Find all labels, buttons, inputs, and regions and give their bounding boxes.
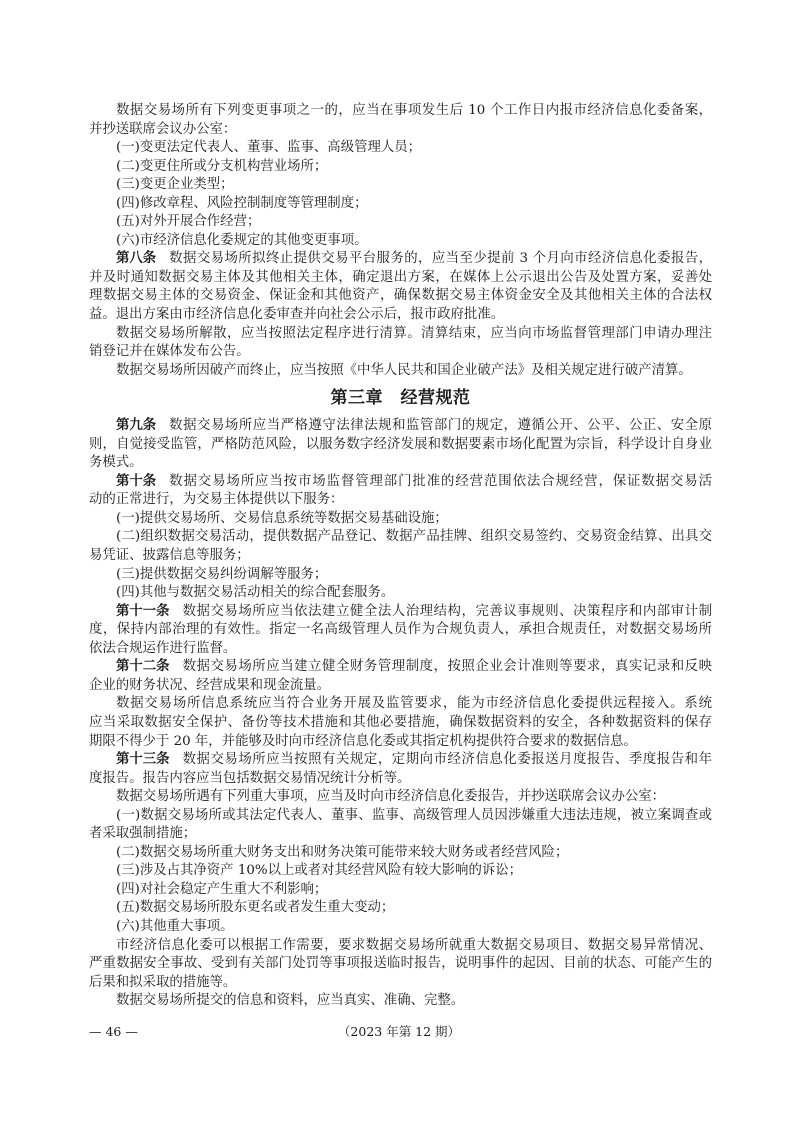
text-line bbox=[89, 881, 712, 900]
text-line bbox=[89, 992, 712, 1011]
line-text: 度报告。报告内容应当包括数据交易情况统计分析等。 bbox=[89, 770, 411, 786]
text-line bbox=[89, 844, 712, 863]
line-text: (三)变更企业类型； bbox=[116, 177, 234, 193]
line-text: 并及时通知数据交易主体及其他相关主体，确定退出方案，在媒体上公示退出公告及处置方案，妥善处 bbox=[89, 269, 712, 285]
line-text: 后果和拟采取的措施等。 bbox=[89, 974, 237, 990]
line-text: 数据交易场所提交的信息和资料，应当真实、准确、完整。 bbox=[116, 993, 465, 1009]
line-text: (四)修改章程、风险控制制度等管理制度； bbox=[116, 195, 368, 211]
text-line bbox=[89, 862, 712, 881]
text-line bbox=[89, 158, 712, 177]
text-line bbox=[89, 250, 712, 269]
text-line bbox=[89, 417, 712, 436]
document-body bbox=[89, 102, 712, 1011]
line-text: 市经济信息化委可以根据工作需要，要求数据交易场所就重大数据交易项目、数据交易异常情况、 bbox=[116, 937, 712, 953]
page-number: — 46 — bbox=[89, 1024, 138, 1039]
article-label: 第八条 bbox=[116, 251, 157, 267]
page-footer bbox=[89, 1022, 712, 1042]
line-text: 期限不得少于 20 年，并能够及时向市经济信息化委或其指定机构提供符合要求的数据信息。 bbox=[89, 733, 637, 749]
line-text: (二)变更住所或分支机构营业场所； bbox=[116, 158, 328, 174]
article-paragraph bbox=[89, 473, 712, 510]
paragraph bbox=[89, 528, 712, 565]
line-text: 依法合规运作进行监督。 bbox=[89, 640, 237, 656]
paragraph bbox=[89, 881, 712, 900]
text-line bbox=[89, 491, 712, 510]
line-text: 益。退出方案由市经济信息化委审查并向社会公示后，报市政府批准。 bbox=[89, 307, 505, 323]
line-text: 数据交易场所应当依法建立健全法人治理结构，完善议事规则、决策程序和内部审计制 bbox=[182, 603, 712, 619]
text-line bbox=[89, 584, 712, 603]
line-text: 数据交易场所遇有下列重大事项，应当及时向市经济信息化委报告，并抄送联席会议办公室： bbox=[116, 789, 666, 805]
text-line bbox=[89, 658, 712, 677]
text-line bbox=[89, 788, 712, 807]
paragraph bbox=[89, 195, 712, 214]
line-text: 销登记并在媒体发布公告。 bbox=[89, 344, 250, 360]
line-text: 易凭证、披露信息等服务； bbox=[89, 548, 250, 564]
line-text: (三)提供数据交易纠纷调解等服务； bbox=[116, 566, 328, 582]
text-line bbox=[89, 362, 712, 381]
line-text: 务模式。 bbox=[89, 455, 143, 471]
text-line bbox=[89, 547, 712, 566]
text-line bbox=[89, 176, 712, 195]
text-line bbox=[89, 213, 712, 232]
line-text: (四)对社会稳定产生重大不利影响； bbox=[116, 881, 328, 897]
chapter-heading: 第三章 经营规范 bbox=[330, 388, 471, 409]
paragraph bbox=[89, 584, 712, 603]
text-line bbox=[89, 640, 712, 659]
line-text: (五)数据交易场所股东更名或者发生重大变动； bbox=[116, 900, 395, 916]
text-line bbox=[89, 714, 712, 733]
text-line bbox=[89, 195, 712, 214]
paragraph bbox=[89, 862, 712, 881]
text-line bbox=[89, 306, 712, 325]
paragraph bbox=[89, 918, 712, 937]
line-text: (一)提供交易场所、交易信息系统等数据交易基础设施； bbox=[116, 510, 448, 526]
paragraph bbox=[89, 139, 712, 158]
article-paragraph bbox=[89, 603, 712, 659]
article-paragraph bbox=[89, 751, 712, 788]
line-text: 数据交易场所应当严格遵守法律法规和监管部门的规定，遵循公开、公平、公正、安全原 bbox=[169, 418, 712, 434]
article-label: 第十一条 bbox=[116, 603, 170, 619]
line-text: 数据交易场所因破产而终止，应当按照《中华人民共和国企业破产法》及相关规定进行破产清算。 bbox=[116, 362, 692, 378]
line-text: 理数据交易主体的交易资金、保证金和其他资产，确保数据交易主体资金安全及其他相关主体的合法权 bbox=[89, 288, 712, 304]
text-line bbox=[89, 269, 712, 288]
line-text: 者采取强制措施； bbox=[89, 826, 197, 842]
paragraph bbox=[89, 232, 712, 251]
text-line bbox=[89, 733, 712, 752]
paragraph bbox=[89, 937, 712, 993]
paragraph bbox=[89, 695, 712, 751]
line-text: 则，自觉接受监管，严格防范风险，以服务数字经济发展和数据要素市场化配置为宗旨，科学设计自身业 bbox=[89, 436, 712, 452]
line-text: (五)对外开展合作经营； bbox=[116, 214, 261, 230]
text-line bbox=[89, 510, 712, 529]
article-label: 第十条 bbox=[116, 473, 157, 489]
text-line bbox=[89, 454, 712, 473]
text-line bbox=[89, 139, 712, 158]
text-line bbox=[89, 528, 712, 547]
text-line bbox=[89, 751, 712, 770]
paragraph bbox=[89, 362, 712, 381]
text-line bbox=[89, 825, 712, 844]
line-text: (三)涉及占其净资产 10%以上或者对其经营风险有较大影响的诉讼； bbox=[116, 863, 523, 879]
line-text: (二)数据交易场所重大财务支出和财务决策可能带来较大财务或者经营风险； bbox=[116, 844, 569, 860]
line-text: 数据交易场所应当按市场监督管理部门批准的经营范围依法合规经营，保证数据交易活 bbox=[169, 473, 712, 489]
paragraph bbox=[89, 788, 712, 807]
text-line bbox=[89, 102, 712, 121]
text-line bbox=[89, 603, 712, 622]
article-label: 第十三条 bbox=[116, 752, 170, 768]
paragraph bbox=[89, 844, 712, 863]
line-text: 数据交易场所应当按照有关规定，定期向市经济信息化委报送月度报告、季度报告和年 bbox=[182, 752, 712, 768]
paragraph bbox=[89, 176, 712, 195]
article-paragraph bbox=[89, 658, 712, 695]
article-label: 第九条 bbox=[116, 418, 157, 434]
text-line bbox=[89, 955, 712, 974]
paragraph bbox=[89, 807, 712, 844]
text-line bbox=[89, 695, 712, 714]
text-line bbox=[89, 899, 712, 918]
text-line bbox=[89, 325, 712, 344]
paragraph bbox=[89, 102, 712, 139]
paragraph bbox=[89, 325, 712, 362]
line-text: 数据交易场所信息系统应当符合业务开展及监管要求，能为市经济信息化委提供远程接入。系统 bbox=[116, 696, 712, 712]
line-text: (一)数据交易场所或其法定代表人、董事、监事、高级管理人员因涉嫌重大违法违规，被立案调查或 bbox=[116, 807, 712, 823]
text-line bbox=[89, 343, 712, 362]
line-text: (四)其他与数据交易活动相关的综合配套服务。 bbox=[116, 585, 395, 601]
text-line bbox=[89, 121, 712, 140]
article-paragraph bbox=[89, 417, 712, 473]
line-text: (六)市经济信息化委规定的其他变更事项。 bbox=[116, 232, 368, 248]
text-line bbox=[89, 937, 712, 956]
text-line bbox=[89, 974, 712, 993]
paragraph bbox=[89, 510, 712, 529]
line-text: 数据交易场所解散，应当按照法定程序进行清算。清算结束，应当向市场监督管理部门申请办理注 bbox=[116, 325, 712, 341]
text-line bbox=[89, 770, 712, 789]
line-text: (二)组织数据交易活动，提供数据产品登记、数据产品挂牌、组织交易签约、交易资金结算、出具交 bbox=[116, 529, 712, 545]
paragraph bbox=[89, 992, 712, 1011]
issue-label: （2023 年第 12 期） bbox=[337, 1024, 461, 1039]
paragraph bbox=[89, 899, 712, 918]
line-text: 企业的财务状况、经营成果和现金流量。 bbox=[89, 677, 331, 693]
line-text: (一)变更法定代表人、董事、监事、高级管理人员； bbox=[116, 140, 422, 156]
article-paragraph bbox=[89, 250, 712, 324]
line-text: 应当采取数据安全保护、备份等技术措施和其他必要措施，确保数据资料的安全，各种数据资料的保存 bbox=[89, 714, 712, 730]
text-line bbox=[89, 232, 712, 251]
text-line bbox=[89, 566, 712, 585]
text-line bbox=[89, 287, 712, 306]
text-line bbox=[89, 621, 712, 640]
text-line bbox=[89, 918, 712, 937]
line-text: (六)其他重大事项。 bbox=[116, 918, 234, 934]
line-text: 数据交易场所有下列变更事项之一的，应当在事项发生后 10 个工作日内报市经济信息化委备案， bbox=[116, 103, 712, 118]
line-text: 度，保持内部治理的有效性。指定一名高级管理人员作为合规负责人，承担合规责任，对数据交易场所 bbox=[89, 622, 712, 638]
line-text: 严重数据安全事故、受到有关部门处罚等事项报送临时报告，说明事件的起因、目前的状态、可能产生的 bbox=[89, 956, 712, 972]
line-text: 数据交易场所应当建立健全财务管理制度，按照企业会计准则等要求，真实记录和反映 bbox=[182, 659, 712, 675]
line-text: 并抄送联席会议办公室： bbox=[89, 121, 237, 137]
paragraph bbox=[89, 158, 712, 177]
paragraph bbox=[89, 213, 712, 232]
text-line bbox=[89, 677, 712, 696]
line-text: 动的正常进行，为交易主体提供以下服务： bbox=[89, 492, 344, 508]
text-line bbox=[89, 473, 712, 492]
text-line bbox=[89, 436, 712, 455]
text-line bbox=[89, 807, 712, 826]
article-label: 第十二条 bbox=[116, 659, 170, 675]
paragraph bbox=[89, 566, 712, 585]
line-text: 数据交易场所拟终止提供交易平台服务的，应当至少提前 3 个月向市经济信息化委报告， bbox=[169, 251, 712, 267]
